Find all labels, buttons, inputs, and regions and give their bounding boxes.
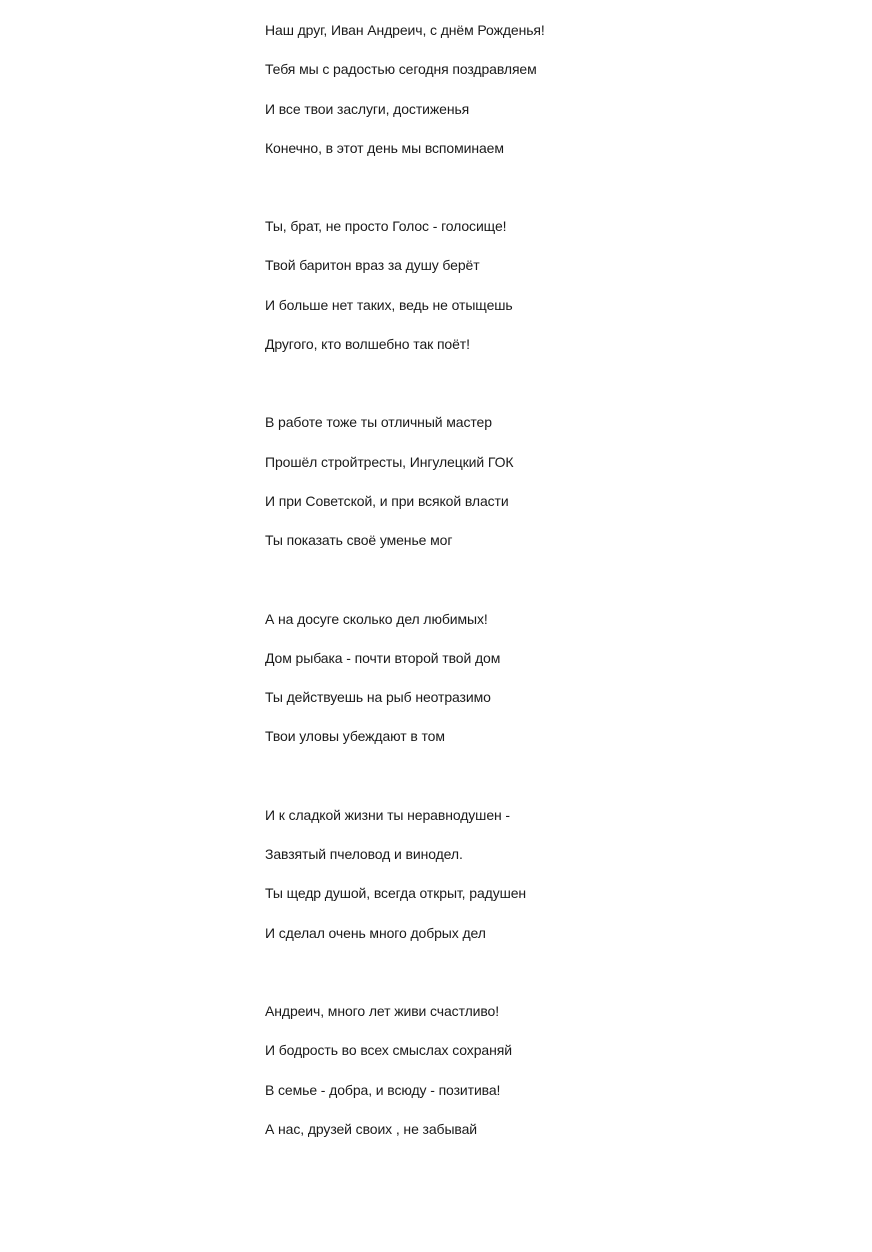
poem-line: Ты, брат, не просто Голос - голосище! — [265, 218, 507, 235]
poem-line: И все твои заслуги, достиженья — [265, 100, 470, 117]
poem-line: Твои уловы убеждают в том — [265, 728, 445, 745]
poem-line: И бодрость во всех смыслах сохраняй — [265, 1042, 512, 1059]
poem-line: Ты щедр душой, всегда открыт, радушен — [265, 885, 527, 902]
stanza-6 — [265, 1001, 825, 1158]
stanza-5 — [265, 805, 825, 962]
poem-line: И к сладкой жизни ты неравнодушен - — [265, 806, 510, 823]
poem-line: И сделал очень много добрых дел — [265, 924, 486, 941]
poem-line: Ты показать своё уменье мог — [265, 532, 453, 549]
poem-line: Твой баритон враз за душу берёт — [265, 257, 480, 274]
poem-line: А на досуге сколько дел любимых! — [265, 610, 488, 627]
poem-line: И больше нет таких, ведь не отыщешь — [265, 296, 513, 313]
stanza-2 — [265, 216, 825, 373]
stanza-1 — [265, 20, 825, 177]
stanza-4 — [265, 609, 825, 766]
poem-line: Завзятый пчеловод и винодел. — [265, 846, 463, 863]
poem-line: В работе тоже ты отличный мастер — [265, 414, 492, 431]
stanza-3 — [265, 412, 825, 569]
poem-line: Конечно, в этот день мы вспоминаем — [265, 139, 504, 156]
poem-line: Прошёл стройтресты, Ингулецкий ГОК — [265, 453, 514, 470]
poem-line: Дом рыбака - почти второй твой дом — [265, 649, 501, 666]
poem-line: Другого, кто волшебно так поёт! — [265, 336, 470, 353]
poem-line: Андреич, много лет живи счастливо! — [265, 1002, 500, 1019]
poem-line: Тебя мы с радостью сегодня поздравляем — [265, 61, 537, 78]
poem-line: А нас, друзей своих , не забывай — [265, 1120, 478, 1137]
poem — [265, 20, 825, 1197]
poem-line: И при Советской, и при всякой власти — [265, 492, 509, 509]
poem-line: Ты действуешь на рыб неотразимо — [265, 689, 491, 706]
poem-line: В семье - добра, и всюду - позитива! — [265, 1081, 501, 1098]
poem-line: Наш друг, Иван Андреич, с днём Рожденья! — [265, 22, 545, 38]
